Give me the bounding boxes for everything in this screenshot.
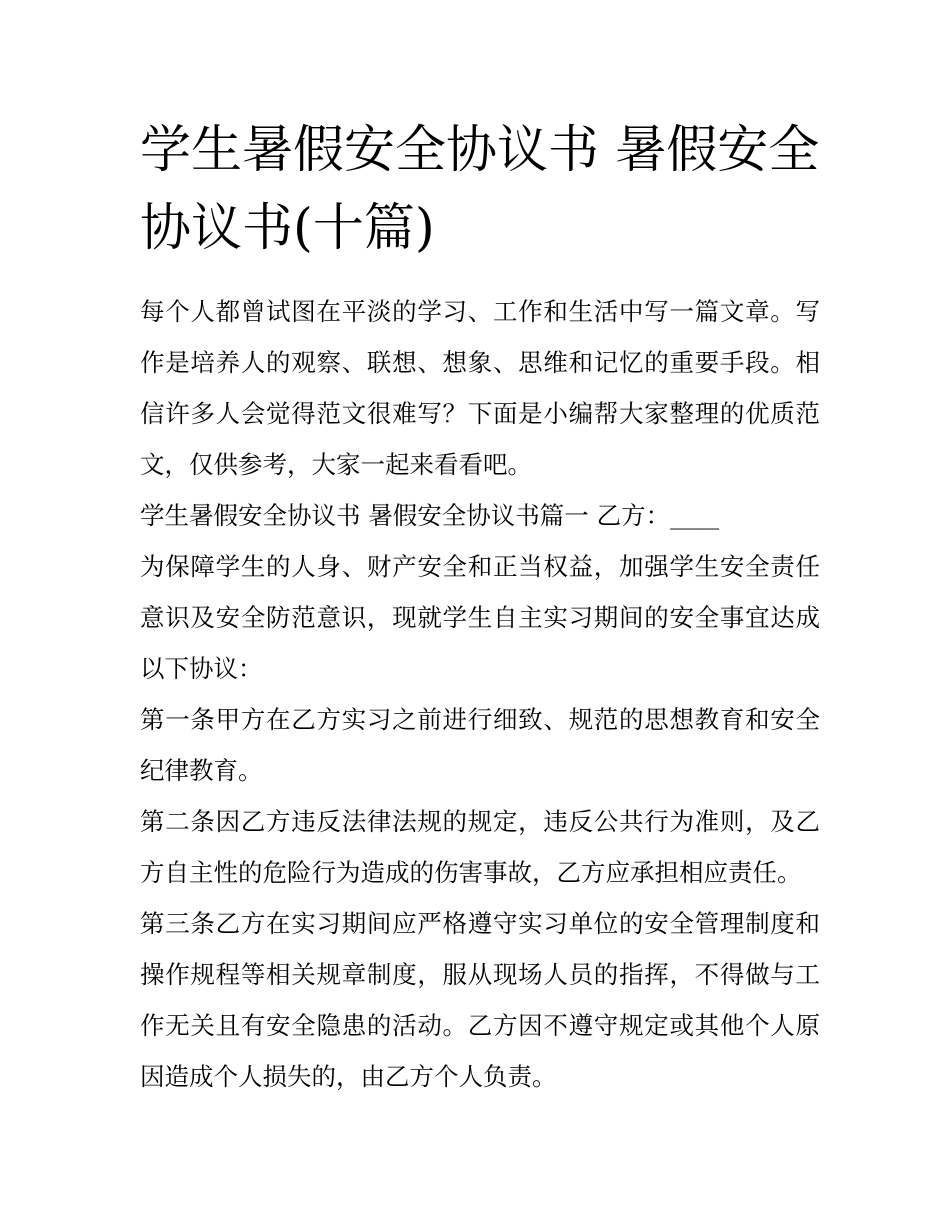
purpose-paragraph: 为保障学生的人身、财产安全和正当权益，加强学生安全责任意识及安全防范意识，现就学生自主实习期间的安全事宜达成以下协议： — [140, 552, 820, 683]
article-3: 第三条乙方在实习期间应严格遵守实习单位的安全管理制度和操作规程等相关规章制度，服从现场人员的指挥，不得做与工作无关且有安全隐患的活动。乙方因不遵守规定或其他个人原因造成个人损失的，由乙方个人负责。 — [140, 909, 820, 1091]
document-content — [140, 112, 820, 1102]
article-1: 第一条甲方在乙方实习之前进行细致、规范的思想教育和安全纪律教育。 — [140, 705, 820, 785]
intro-paragraph: 每个人都曾试图在平淡的学习、工作和生活中写一篇文章。写作是培养人的观察、联想、想象、思维和记忆的重要手段。相信许多人会觉得范文很难写？下面是小编帮大家整理的优质范文，仅供参考，大家一起来看看吧。 — [140, 297, 820, 479]
section-heading: 学生暑假安全协议书 暑假安全协议书篇一 乙方：____ — [140, 501, 720, 530]
article-2: 第二条因乙方违反法律法规的规定，违反公共行为准则，及乙方自主性的危险行为造成的伤害事故，乙方应承担相应责任。 — [140, 807, 820, 887]
document-title: 学生暑假安全协议书 暑假安全协议书(十篇) — [140, 121, 820, 258]
document-body — [140, 286, 820, 1102]
